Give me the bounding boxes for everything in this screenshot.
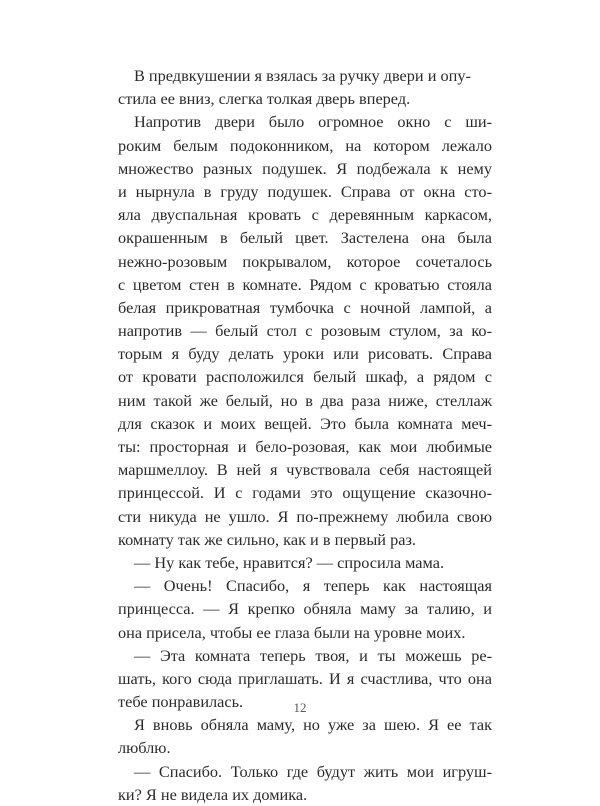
text-line: Напротив двери было огромное окно с ши-	[134, 112, 492, 132]
text-line: от кровати расположился белый шкаф, а рядом с	[118, 367, 492, 387]
text-line: В предвкушении я взялась за ручку двери и опу-	[134, 66, 471, 85]
body-text	[118, 64, 492, 806]
text-line: сти никуда не ушло. Я по-прежнему любила свою	[118, 506, 492, 526]
text-line: тебе понравилась.	[118, 692, 244, 712]
text-line: множество разных подушек. Я подбежала к нему	[118, 158, 492, 178]
text-line: — Ну как тебе, нравится? — спросила мама.	[134, 552, 445, 572]
text-line: торым я буду делать уроки или рисовать. Справа	[118, 344, 492, 364]
text-line: — Спасибо. Только где будут жить мои игруш-	[134, 761, 492, 781]
text-line: с цветом стен в комнате. Рядом с кроватью стояла	[118, 274, 492, 294]
page-number: 12	[293, 700, 307, 715]
text-line: принцесса. — Я крепко обняла маму за талию, и	[118, 599, 492, 619]
text-line: и нырнула в груду подушек. Справа от окна сто-	[118, 181, 492, 201]
text-line: маршмеллоу. В ней я чувствовала себя настоящей	[118, 460, 492, 480]
text-line: — Очень! Спасибо, я теперь как настоящая	[134, 576, 492, 596]
text-line: окрашенным в белый цвет. Застелена она была	[118, 228, 492, 248]
text-line: для сказок и моих вещей. Это была комната меч-	[118, 413, 492, 433]
text-line: комнату так же сильно, как и в первый раз.	[118, 529, 416, 549]
text-line: Я вновь обняла маму, но уже за шею. Я ее так	[134, 715, 492, 735]
text-line: ки? Я не видела их домика.	[118, 784, 308, 804]
text-line: ты: просторная и бело-розовая, как мои любимые	[118, 437, 492, 456]
text-line: люблю.	[118, 738, 171, 758]
text-line: — Эта комната теперь твоя, и ты можешь ре-	[134, 645, 492, 665]
text-line: яла двуспальная кровать с деревянным каркасом,	[118, 205, 492, 225]
text-line: нежно-розовым покрывалом, которое сочеталось	[118, 251, 492, 271]
text-line: шать, кого сюда приглашать. И я счастлива, что она	[118, 668, 492, 688]
text-line: напротив — белый стол с розовым стулом, за ко-	[118, 321, 492, 341]
text-line: ним такой же белый, но в два раза ниже, стеллаж	[118, 390, 492, 410]
text-line: белая прикроватная тумбочка с ночной лампой, а	[118, 297, 492, 317]
text-line: роким белым подоконником, на котором лежало	[118, 135, 492, 155]
text-line: стила ее вниз, слегка толкая дверь вперед.	[118, 89, 411, 109]
text-line: принцессой. И с годами это ощущение сказочно-	[118, 483, 492, 503]
text-line: она присела, чтобы ее глаза были на уровне моих.	[118, 622, 466, 642]
